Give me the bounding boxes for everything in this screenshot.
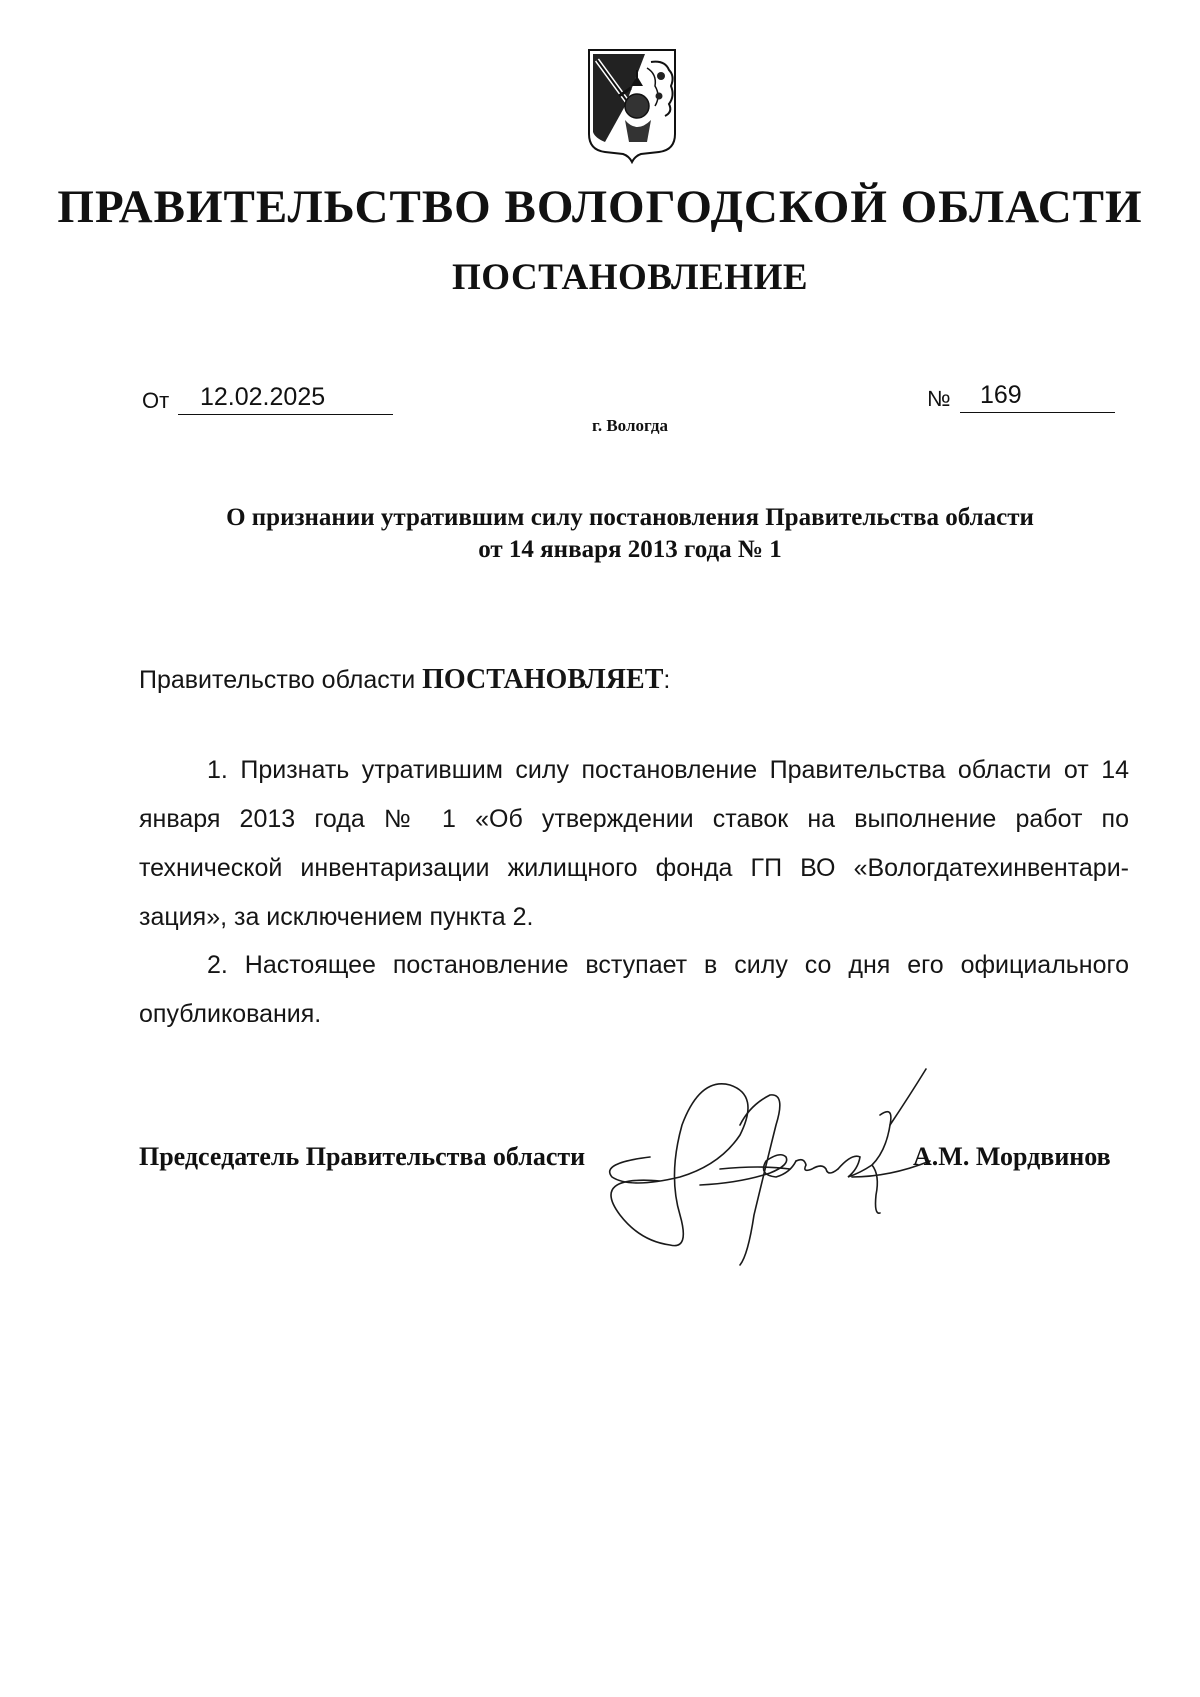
signer-position: Председатель Правительства области — [139, 1142, 586, 1171]
city-name: г. Вологда — [592, 416, 668, 435]
signer-name: А.М. Мордвинов — [913, 1142, 1111, 1171]
decree-suffix: : — [663, 666, 671, 694]
document-type-title: ПОСТАНОВЛЕНИЕ — [451, 257, 809, 298]
decree-statement — [139, 664, 1129, 696]
vologda-coat-of-arms-icon — [585, 46, 679, 164]
handwritten-signature-icon — [590, 1065, 950, 1275]
document-subject — [140, 502, 1120, 566]
organization-title: ПРАВИТЕЛЬСТВО ВОЛОГОДСКОЙ ОБЛАСТИ — [57, 181, 1143, 233]
decree-word: ПОСТАНОВЛЯЕТ — [422, 664, 664, 695]
paragraph-1: 1. Признать утратившим силу постановление Правительства области от 14 января 2013 года № 1 «Об утверждении ставок на выполнение работ по технической инвентаризации жилищного фонда ГП ВО «Вологдатехинвентари-зация», за исключением пункта 2. — [139, 756, 1129, 931]
document-date: 12.02.2025 — [178, 383, 393, 415]
date-label: От — [142, 388, 170, 413]
subject-line-2: от 14 января 2013 года № 1 — [478, 536, 782, 563]
subject-line-1: О признании утратившим силу постановления Правительства области — [226, 504, 1034, 531]
paragraph-2: 2. Настоящее постановление вступает в силу со дня его официального опубликования. — [139, 951, 1129, 1028]
number-label: № — [927, 386, 951, 411]
decree-prefix: Правительство области — [139, 666, 416, 694]
document-number: 169 — [960, 381, 1115, 413]
